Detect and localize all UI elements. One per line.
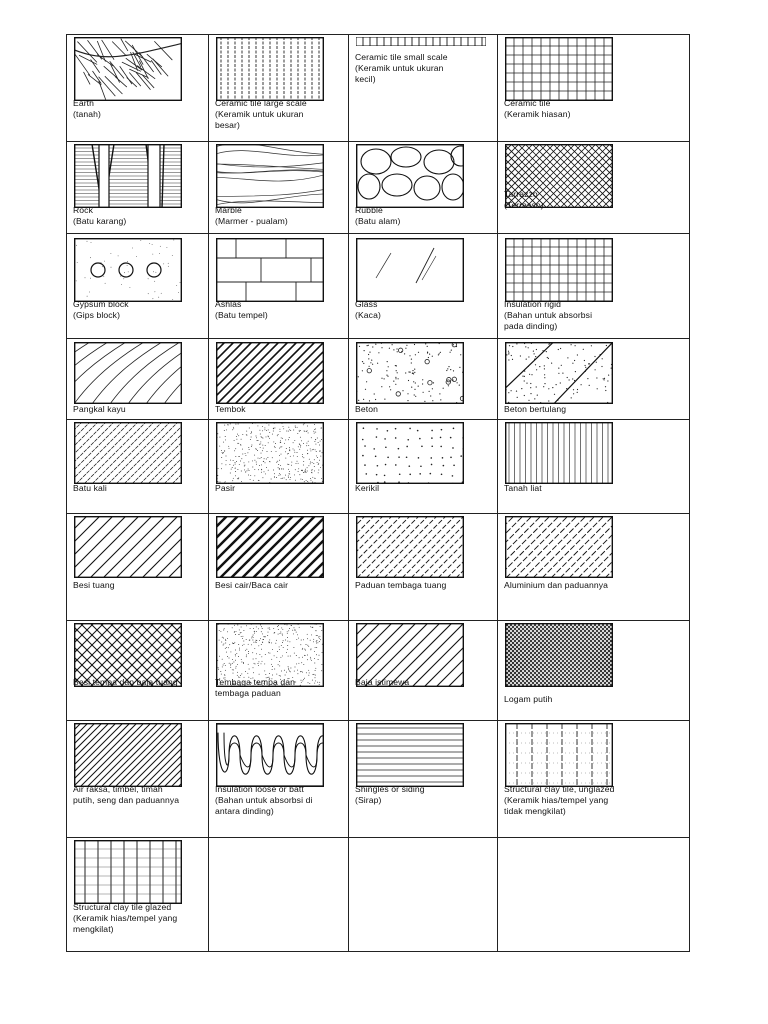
legend-cell [208, 34, 348, 141]
legend-label: Insulation rigid (Bahan untuk absorbsi pada dinding) [504, 299, 593, 331]
hatchbold-hatch-swatch [216, 342, 324, 404]
wood-hatch-swatch [74, 342, 182, 404]
legend-cell [497, 419, 690, 513]
legend-label: Besi tuang [73, 580, 115, 590]
legend-cell [66, 837, 208, 952]
legend-label: Besi cair/Baca cair [215, 580, 289, 590]
legend-label: Tanah liat [504, 483, 542, 493]
shingles-hatch-swatch [356, 723, 464, 787]
legend-cell [348, 34, 497, 141]
legend-cell [208, 720, 348, 837]
legend-cell [66, 233, 208, 338]
legend-cell [348, 513, 497, 620]
legend-label: Glass (Kaca) [355, 299, 381, 320]
legend-label: Ashlas (Batu tempel) [215, 299, 268, 320]
legend-cell [497, 233, 690, 338]
legend-cell [348, 141, 497, 233]
legend-cell [66, 141, 208, 233]
rock-hatch-swatch [74, 144, 182, 208]
sand-hatch-swatch [216, 422, 324, 484]
legend-label: Insulation loose or batt (Bahan untuk absorbsi di antara dinding) [215, 784, 313, 816]
ashlar-hatch-swatch [216, 238, 324, 302]
clay-hatch-swatch [505, 422, 613, 484]
legend-cell [497, 338, 690, 419]
legend-label: Baja istimewa [355, 677, 410, 687]
hatchdash-hatch-swatch [356, 516, 464, 578]
legend-cell [66, 419, 208, 513]
vstrip-hatch-swatch [216, 37, 324, 101]
legend-label: Beton bertulang [504, 404, 567, 414]
hatchthin-hatch-swatch [74, 422, 182, 484]
legend-label: Pasir [215, 483, 236, 493]
marble-hatch-swatch [216, 144, 324, 208]
legend-label: Ceramic tile large scale (Keramik untuk ukuran besar) [215, 98, 307, 130]
legend-cell [348, 233, 497, 338]
legend-label: Ceramic tile (Keramik hiasan) [504, 98, 571, 119]
earth-hatch-swatch [74, 37, 182, 101]
rubble-hatch-swatch [356, 144, 464, 208]
unglazed-hatch-swatch [505, 723, 613, 787]
legend-cell [66, 34, 208, 141]
densecross-hatch-swatch [505, 623, 613, 687]
legend-label: Earth (tanah) [73, 98, 101, 119]
glass-hatch-swatch [356, 238, 464, 302]
hatchmulti-hatch-swatch [74, 723, 182, 787]
empty-cell [348, 837, 497, 952]
legend-cell [66, 620, 208, 720]
legend-label: Air raksa, timbel, timah putih, seng dan paduannya [73, 784, 180, 805]
empty-cell [497, 837, 690, 952]
legend-cell [66, 720, 208, 837]
gravel-hatch-swatch [356, 422, 464, 484]
gypsum-hatch-swatch [74, 238, 182, 302]
glazed-hatch-swatch [74, 840, 182, 904]
legend-cell [208, 233, 348, 338]
legend-label: Paduan tembaga tuang [355, 580, 447, 590]
legend-label: Rubble (Batu alam) [355, 205, 401, 226]
legend-cell [497, 620, 690, 720]
legend-label: Besi tempa dan baja tuang [73, 677, 178, 687]
empty-cell [208, 837, 348, 952]
legend-label: Structural clay tile glazed (Keramik hias/tempel yang mengkilat) [73, 902, 178, 934]
hatchdash2-hatch-swatch [505, 516, 613, 578]
legend-cell [497, 34, 690, 141]
legend-cell [66, 338, 208, 419]
legend-cell [208, 620, 348, 720]
legend-label: Batu kali [73, 483, 107, 493]
legend-cell [348, 338, 497, 419]
legend-cell [497, 513, 690, 620]
legend-label: Marble (Marmer - pualam) [215, 205, 288, 226]
legend-cell [208, 419, 348, 513]
legend-label: Tembaga tempa dan tembaga paduan [215, 677, 296, 698]
hatchthick-hatch-swatch [216, 516, 324, 578]
legend-label: Tarrazzo (Terrasso) [504, 189, 544, 210]
material-legend-table [66, 34, 690, 952]
legend-cell [66, 513, 208, 620]
smalltile-hatch-swatch [356, 37, 486, 46]
concrete-hatch-swatch [356, 342, 464, 404]
legend-cell [208, 338, 348, 419]
legend-label: Logam putih [504, 694, 553, 704]
legend-label: Aluminium dan paduannya [504, 580, 609, 590]
legend-label: Ceramic tile small scale (Keramik untuk ukuran kecil) [355, 52, 448, 84]
insulloose-hatch-swatch [216, 723, 324, 787]
legend-cell [348, 620, 497, 720]
legend-label: Shingles or siding (Sirap) [355, 784, 425, 805]
legend-label: Structural clay tile, unglazed (Keramik hias/tempel yang tidak mengkilat) [504, 784, 615, 816]
legend-label: Pangkal kayu [73, 404, 126, 414]
legend-label: Kerikil [355, 483, 380, 493]
rconcrete-hatch-swatch [505, 342, 613, 404]
legend-cell [497, 141, 690, 233]
legend-label: Beton [355, 404, 378, 414]
legend-label: Rock (Batu karang) [73, 205, 127, 226]
legend-cell [208, 513, 348, 620]
tilegrid-hatch-swatch [505, 37, 613, 101]
legend-cell [497, 720, 690, 837]
insulrigid-hatch-swatch [505, 238, 613, 302]
legend-label: Tembok [215, 404, 246, 414]
legend-cell [348, 419, 497, 513]
legend-label: Gypsum block (Gips block) [73, 299, 129, 320]
legend-cell [208, 141, 348, 233]
hatchwide-hatch-swatch [74, 516, 182, 578]
legend-cell [348, 720, 497, 837]
